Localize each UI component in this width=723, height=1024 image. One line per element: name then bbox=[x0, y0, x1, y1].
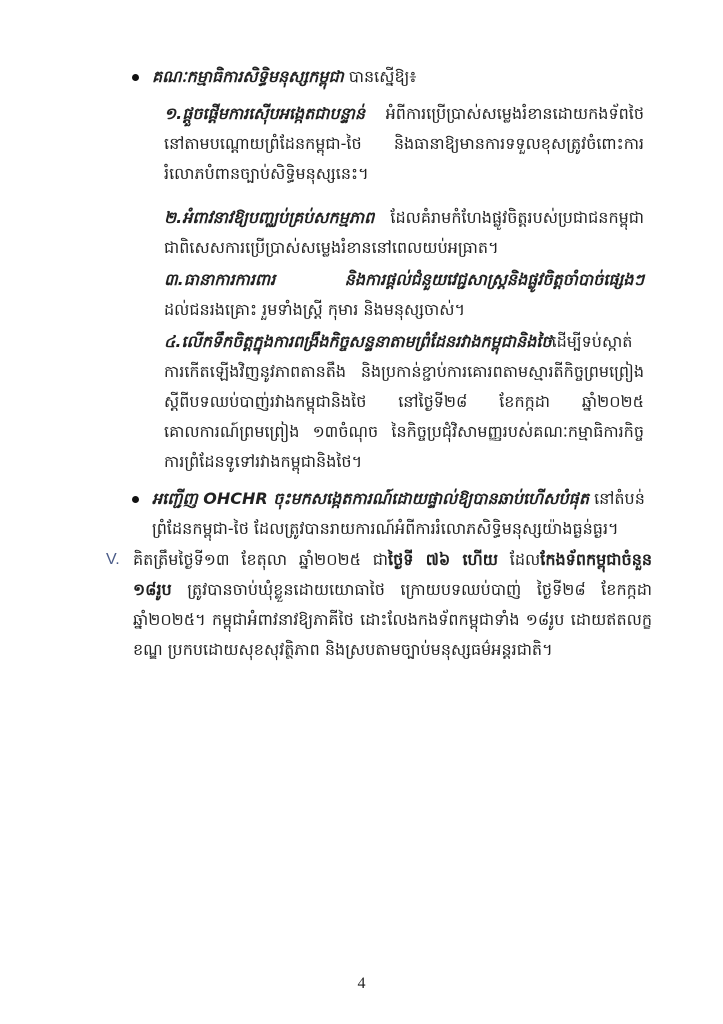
item-lead: ៤.លើកទឹកចិត្តក្នុងការពង្រឹងកិច្ចសន្ទនាតាមព្រំដែនរវាងកម្ពុជានិងថៃ bbox=[164, 332, 552, 351]
item-lead: ២.អំពាវនាវឱ្យបញ្ឈប់គ្រប់សកម្មភាព bbox=[164, 208, 375, 227]
section-v-soldiers-emphasis: កែងទ័ពកម្ពុជាចំនួន ១៨រូប bbox=[133, 550, 652, 599]
bullet-text bbox=[138, 484, 658, 544]
section-v-body bbox=[106, 545, 652, 665]
section-v-text-c: ដែល bbox=[498, 550, 541, 569]
bullet-commission-requests bbox=[138, 63, 658, 91]
page-number: 4 bbox=[357, 975, 366, 992]
section-v-text-a: គិតត្រឹមថ្ងៃទី១៣ ខែតុលា ឆ្នាំ២០២៥ ជា bbox=[133, 550, 389, 569]
item-lead: ១.ផ្តួចផ្តើមការស៊ើបអង្កេតជាបន្ទាន់ bbox=[164, 104, 365, 123]
item-text: អំពីការប្រើប្រាស់សម្លេងរំខានដោយកងទ័ពថៃ នៅតាមបណ្តោយព្រំដែនកម្ពុជា-ថៃ និងធានាឱ្យមានការទទួលខុសត្រូវចំពោះការរំលោភបំពានច្បាប់សិទ្ធិមនុស្សនេះ។ bbox=[164, 104, 644, 183]
item-text: ដល់ជនរងគ្រោះ រួមទាំងស្ត្រី កុមារ និងមនុស្សចាស់។ bbox=[164, 300, 466, 319]
bullet-lead: គណៈកម្មាធិការសិទ្ធិមនុស្សកម្ពុជា bbox=[152, 67, 344, 86]
request-item-3 bbox=[164, 265, 644, 325]
item-lead: ៣.ធានាការការពារ និងការផ្តល់ជំនួយវេជ្ជសាស្ត្រនិងផ្លូវចិត្តចាំបាច់ផ្សេងៗ bbox=[164, 270, 644, 289]
section-v-marker: V. bbox=[106, 551, 120, 568]
bullet-marker bbox=[132, 496, 139, 503]
request-item-1 bbox=[164, 99, 644, 189]
item-text: ដែលគំរាមកំហែងផ្លូវចិត្តរបស់ប្រជាជនកម្ពុជា ជាពិសេសការប្រើប្រាស់សម្លេងរំខាននៅពេលយប់អធ្រាត។ bbox=[164, 208, 644, 257]
request-item-4 bbox=[164, 327, 644, 477]
request-item-2 bbox=[164, 203, 644, 263]
bullet-rest: នៅតំបន់ព្រំដែនកម្ពុជា-ថៃ ដែលត្រូវបានរាយការណ៍អំពីការរំលោភសិទ្ធិមនុស្សយ៉ាងធ្ងន់ធ្ងរ។ bbox=[152, 489, 645, 538]
bullet-invite-ohchr bbox=[138, 484, 658, 544]
bullet-lead: អញ្ជើញ OHCHR ចុះមកសង្កេតការណ៍ដោយផ្ទាល់ឱ្យបានឆាប់ហើសបំផុត bbox=[152, 489, 589, 508]
item-text: ដើម្បីទប់ស្កាត់ការកើតឡើងវិញនូវភាពតានតឹង និងប្រកាន់ខ្ជាប់ការគោរពតាមស្មារតីកិច្ចព្រមព្រៀងស្តីពីបទឈប់បាញ់រវាងកម្ពុជានិងថៃ នៅថ្ងៃទី២៨ ខែកក្កដា ឆ្នាំ២០២៥ គោលការណ៍ព្រមព្រៀង ១៣ចំណុច នៃកិច្ចប្រជុំវិសាមញ្ញរបស់គណៈកម្មាធិការកិច្ចការព្រំដែនទូទៅរវាងកម្ពុជានិងថៃ។ bbox=[164, 332, 644, 471]
bullet-rest: បានស្នើឱ្យ៖ bbox=[343, 67, 417, 86]
section-v-paragraph bbox=[106, 545, 652, 665]
bullet-marker bbox=[132, 74, 139, 81]
bullet-text bbox=[138, 63, 658, 91]
section-v-text-e: ត្រូវបានចាប់ឃុំខ្លួនដោយយោធាថៃ ក្រោយបទឈប់បាញ់ ថ្ងៃទី២៨ ខែកក្កដា ឆ្នាំ២០២៥។ កម្ពុជាអំពាវនាវឱ្យភាគីថៃ ដោះលែងកងទ័ពកម្ពុជាទាំង ១៨រូប ដោយឥតលក្ខខណ្ឌ ប្រកបដោយសុខសុវត្ថិភាព និងស្របតាមច្បាប់មនុស្សធម៌អន្តរជាតិ។ bbox=[133, 580, 652, 659]
section-v-days-emphasis: ថ្ងៃទី ៧៦ ហើយ bbox=[388, 550, 498, 569]
